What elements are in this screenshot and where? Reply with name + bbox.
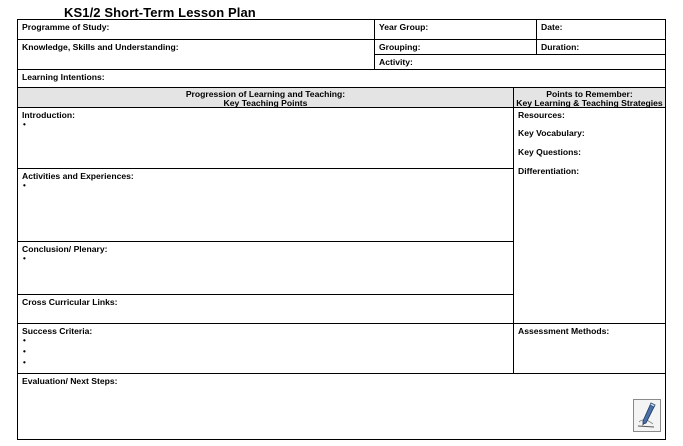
duration-cell[interactable]	[536, 39, 666, 55]
conclusion-label: Conclusion/ Plenary:	[22, 244, 108, 254]
learning-intentions-cell[interactable]	[17, 69, 666, 88]
year-group-cell[interactable]	[374, 19, 537, 40]
introduction-bullet: •	[23, 120, 26, 129]
key-vocabulary-label: Key Vocabulary:	[518, 128, 585, 138]
programme-of-study-cell[interactable]	[17, 19, 375, 40]
duration-label: Duration:	[541, 42, 580, 52]
key-questions-label: Key Questions:	[518, 147, 582, 157]
programme-of-study-label: Programme of Study:	[22, 22, 110, 32]
pen-paper-icon[interactable]	[633, 399, 661, 432]
introduction-cell[interactable]	[17, 107, 514, 169]
points-header-line2: Key Learning & Teaching Strategies	[516, 98, 663, 108]
activities-bullet: •	[23, 181, 26, 190]
date-cell[interactable]	[536, 19, 666, 40]
activity-cell[interactable]	[374, 54, 666, 70]
grouping-label: Grouping:	[379, 42, 421, 52]
learning-intentions-label: Learning Intentions:	[22, 72, 105, 82]
conclusion-cell[interactable]	[17, 241, 514, 295]
success-criteria-bullet-3: •	[23, 358, 26, 367]
activities-cell[interactable]	[17, 168, 514, 242]
cross-curricular-cell[interactable]	[17, 294, 514, 324]
points-header-cell	[513, 87, 666, 108]
evaluation-cell[interactable]	[17, 373, 666, 440]
differentiation-label: Differentiation:	[518, 166, 580, 176]
assessment-methods-label: Assessment Methods:	[518, 326, 610, 336]
introduction-label: Introduction:	[22, 110, 75, 120]
success-criteria-label: Success Criteria:	[22, 326, 93, 336]
date-label: Date:	[541, 22, 563, 32]
grouping-cell[interactable]	[374, 39, 537, 55]
conclusion-bullet: •	[23, 254, 26, 263]
success-criteria-bullet-1: •	[23, 336, 26, 345]
points-header-line1: Points to Remember:	[546, 89, 633, 99]
cross-curricular-label: Cross Curricular Links:	[22, 297, 118, 307]
points-to-remember-cell[interactable]	[513, 107, 666, 324]
pen-icon-graphic	[634, 400, 660, 431]
assessment-methods-cell[interactable]	[513, 323, 666, 374]
progression-header-cell	[17, 87, 514, 108]
year-group-label: Year Group:	[379, 22, 429, 32]
success-criteria-cell[interactable]	[17, 323, 514, 374]
activities-label: Activities and Experiences:	[22, 171, 134, 181]
resources-label: Resources:	[518, 110, 565, 120]
knowledge-skills-cell[interactable]	[17, 39, 375, 70]
evaluation-label: Evaluation/ Next Steps:	[22, 376, 118, 386]
progression-header-line2: Key Teaching Points	[223, 98, 308, 108]
success-criteria-bullet-2: •	[23, 347, 26, 356]
knowledge-skills-label: Knowledge, Skills and Understanding:	[22, 42, 179, 52]
activity-label: Activity:	[379, 57, 413, 67]
progression-header-line1: Progression of Learning and Teaching:	[185, 89, 346, 99]
page-title: KS1/2 Short-Term Lesson Plan	[64, 5, 256, 20]
